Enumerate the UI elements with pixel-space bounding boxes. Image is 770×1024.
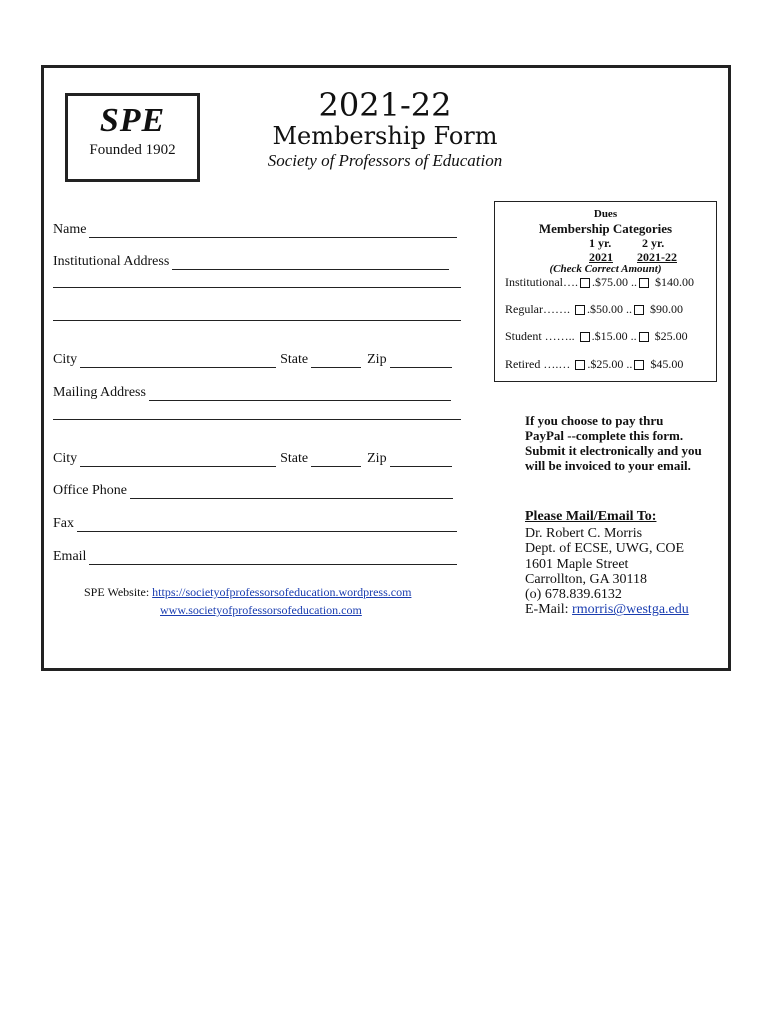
logo-subtitle: Founded 1902 bbox=[89, 142, 176, 158]
contact-email-row bbox=[525, 602, 689, 617]
membership-categories-title: Membership Categories bbox=[538, 221, 673, 236]
zip-label: Zip bbox=[367, 451, 387, 466]
logo-title: SPE bbox=[99, 102, 166, 139]
checkbox-2yr[interactable] bbox=[634, 360, 644, 370]
fax-label: Fax bbox=[53, 516, 74, 531]
name-field[interactable] bbox=[53, 222, 457, 238]
zip-input-line[interactable] bbox=[390, 452, 452, 467]
fax-input-line[interactable] bbox=[77, 517, 457, 532]
price-2yr: $140.00 bbox=[655, 275, 694, 289]
mail-heading: Please Mail/Email To: bbox=[525, 509, 657, 524]
col2-year: 2021-22 bbox=[637, 250, 677, 264]
checkbox-2yr[interactable] bbox=[639, 332, 649, 342]
state-input-line[interactable] bbox=[311, 353, 361, 368]
state-input-line[interactable] bbox=[311, 452, 361, 467]
contact-block bbox=[525, 526, 689, 618]
contact-email-link[interactable]: rmorris@westga.edu bbox=[572, 602, 689, 618]
email-field[interactable] bbox=[53, 549, 457, 565]
name-label: Name bbox=[53, 222, 87, 237]
price-2yr: $45.00 bbox=[650, 357, 684, 371]
dues-heading: Dues bbox=[593, 208, 618, 220]
dues-label: Retired ….… bbox=[505, 357, 571, 371]
office-phone-label: Office Phone bbox=[53, 483, 127, 498]
email-input-line[interactable] bbox=[89, 550, 457, 565]
col1-header: 1 yr. bbox=[589, 236, 612, 250]
zip-input-line[interactable] bbox=[390, 353, 452, 368]
form-year: 2021-22 bbox=[318, 86, 452, 124]
dues-row-regular bbox=[505, 302, 683, 317]
contact-email-label: E-Mail: bbox=[525, 602, 569, 618]
organization-name: Society of Professors of Education bbox=[267, 151, 503, 170]
website-label: SPE Website: bbox=[84, 585, 150, 599]
checkbox-1yr[interactable] bbox=[580, 278, 590, 288]
mailing-address-line-2[interactable] bbox=[53, 419, 461, 420]
email-label: Email bbox=[53, 549, 87, 564]
contact-street: 1601 Maple Street bbox=[525, 556, 629, 572]
website-link-1[interactable]: https://societyofprofessorsofeducation.wordpress.com bbox=[152, 585, 412, 599]
city-label: City bbox=[53, 352, 78, 367]
price-1yr: .$75.00 .. bbox=[592, 275, 637, 289]
dues-label: Student …….. bbox=[505, 329, 575, 343]
dues-row-retired bbox=[505, 357, 683, 372]
city-state-zip-field-2[interactable] bbox=[53, 451, 452, 467]
city-input-line[interactable] bbox=[80, 452, 276, 467]
spe-logo bbox=[65, 93, 200, 182]
checkbox-2yr[interactable] bbox=[634, 305, 644, 315]
institutional-address-field[interactable] bbox=[53, 254, 449, 270]
price-1yr: .$50.00 .. bbox=[587, 302, 632, 316]
dues-label: Institutional…. bbox=[505, 275, 578, 289]
institutional-address-label: Institutional Address bbox=[53, 254, 170, 269]
city-label: City bbox=[53, 451, 78, 466]
dues-row-institutional bbox=[505, 275, 694, 290]
price-2yr: $25.00 bbox=[654, 329, 688, 343]
checkbox-1yr[interactable] bbox=[575, 360, 585, 370]
price-1yr: .$25.00 .. bbox=[587, 357, 633, 371]
mailing-address-field[interactable] bbox=[53, 385, 451, 401]
form-title: Membership Form bbox=[272, 122, 498, 150]
price-1yr: .$15.00 .. bbox=[591, 329, 637, 343]
city-state-zip-field-1[interactable] bbox=[53, 352, 452, 368]
fax-field[interactable] bbox=[53, 516, 457, 532]
zip-label: Zip bbox=[367, 352, 387, 367]
check-note: (Check Correct Amount) bbox=[549, 263, 662, 275]
website-link-2[interactable]: www.societyofprofessorsofeducation.com bbox=[160, 603, 362, 617]
checkbox-2yr[interactable] bbox=[639, 278, 649, 288]
institutional-address-line-3[interactable] bbox=[53, 320, 461, 321]
dues-label: Regular……. bbox=[505, 302, 570, 316]
contact-phone: (o) 678.839.6132 bbox=[525, 587, 622, 603]
city-input-line[interactable] bbox=[80, 353, 276, 368]
name-input-line[interactable] bbox=[89, 223, 457, 238]
institutional-address-line-2[interactable] bbox=[53, 287, 461, 288]
state-label: State bbox=[280, 352, 309, 367]
website-row bbox=[84, 585, 411, 600]
contact-name: Dr. Robert C. Morris bbox=[525, 526, 643, 541]
paypal-note: If you choose to pay thru PayPal --complete this form. Submit it electronically and you will be invoiced to your email. bbox=[525, 413, 702, 473]
dues-box bbox=[494, 201, 717, 382]
contact-dept: Dept. of ECSE, UWG, COE bbox=[525, 541, 685, 557]
mailing-address-input-line[interactable] bbox=[149, 386, 451, 401]
contact-city: Carrollton, GA 30118 bbox=[525, 571, 647, 587]
price-2yr: $90.00 bbox=[650, 302, 683, 316]
checkbox-1yr[interactable] bbox=[580, 332, 590, 342]
mailing-address-label: Mailing Address bbox=[53, 385, 146, 400]
checkbox-1yr[interactable] bbox=[575, 305, 585, 315]
dues-row-student bbox=[505, 329, 688, 344]
institutional-address-input-line[interactable] bbox=[172, 255, 449, 270]
state-label: State bbox=[280, 451, 309, 466]
col2-header: 2 yr. bbox=[642, 236, 665, 250]
col1-year: 2021 bbox=[589, 250, 613, 264]
office-phone-field[interactable] bbox=[53, 483, 453, 499]
office-phone-input-line[interactable] bbox=[130, 484, 453, 499]
